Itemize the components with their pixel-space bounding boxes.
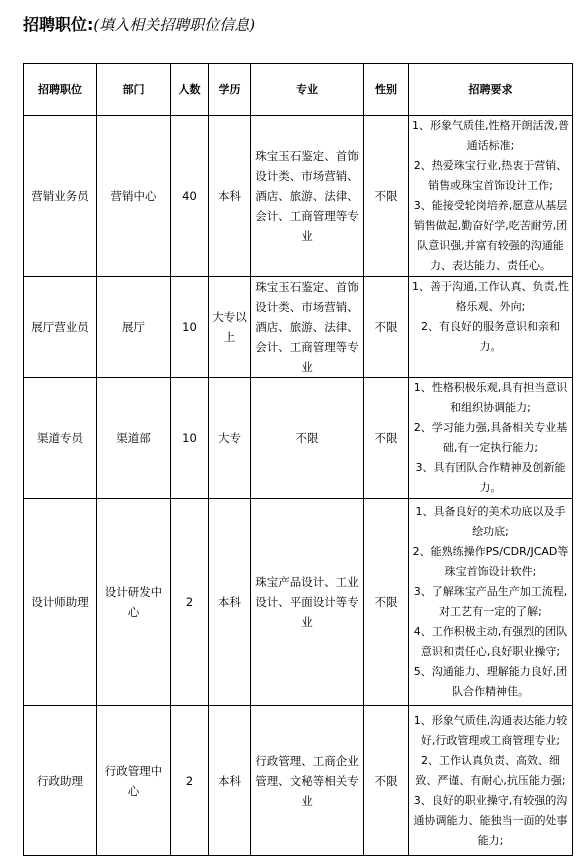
cell-requirements [409, 116, 573, 277]
cell-education: 大专以上 [209, 277, 251, 378]
requirement-line: 1、性格积极乐观,具有担当意识和组织协调能力; [413, 381, 568, 414]
header-department: 部门 [97, 64, 171, 116]
requirement-line: 3、具有团队合作精神及创新能力。 [415, 461, 566, 494]
cell-count: 10 [171, 378, 209, 499]
cell-gender: 不限 [364, 116, 409, 277]
table-row [24, 499, 573, 706]
table-header-row [24, 64, 573, 116]
requirement-line: 2、能熟练操作PS/CDR/JCAD等珠宝首饰设计软件; [412, 545, 569, 578]
cell-position: 营销业务员 [24, 116, 97, 277]
cell-department: 营销中心 [97, 116, 171, 277]
cell-requirements [409, 499, 573, 706]
cell-major: 珠宝产品设计、工业设计、平面设计等专业 [251, 499, 364, 706]
requirement-line: 4、工作积极主动,有强烈的团队意识和责任心,良好职业操守; [413, 625, 568, 658]
requirement-line: 1、形象气质佳,性格开朗活泼,普通话标准; [412, 119, 569, 152]
requirement-line: 3、良好的职业操守,有较强的沟通协调能力、能独当一面的处事能力; [413, 793, 568, 847]
table-row [24, 378, 573, 499]
requirement-line: 2、有良好的服务意识和亲和力。 [421, 320, 560, 353]
cell-count: 2 [171, 706, 209, 856]
cell-department: 渠道部 [97, 378, 171, 499]
cell-count: 2 [171, 499, 209, 706]
cell-count: 10 [171, 277, 209, 378]
cell-education: 本科 [209, 706, 251, 856]
table-row [24, 116, 573, 277]
section-title: 招聘职位: [23, 15, 94, 34]
cell-department: 展厅 [97, 277, 171, 378]
header-position: 招聘职位 [24, 64, 97, 116]
cell-position: 展厅营业员 [24, 277, 97, 378]
cell-requirements [409, 277, 573, 378]
header-education: 学历 [209, 64, 251, 116]
cell-position: 渠道专员 [24, 378, 97, 499]
cell-gender: 不限 [364, 499, 409, 706]
cell-department: 行政管理中心 [97, 706, 171, 856]
header-requirements: 招聘要求 [409, 64, 573, 116]
requirement-line: 1、形象气质佳,沟通表达能力较好,行政管理或工商管理专业; [413, 713, 568, 747]
cell-requirements [409, 706, 573, 856]
cell-major: 珠宝玉石鉴定、首饰设计类、市场营销、酒店、旅游、法律、会计、工商管理等专业 [251, 277, 364, 378]
header-major: 专业 [251, 64, 364, 116]
cell-requirements [409, 378, 573, 499]
recruitment-table [23, 63, 573, 856]
cell-major: 行政管理、工商企业管理、文秘等相关专业 [251, 706, 364, 856]
cell-education: 大专 [209, 378, 251, 499]
cell-education: 本科 [209, 499, 251, 706]
header-gender: 性别 [364, 64, 409, 116]
cell-department: 设计研发中心 [97, 499, 171, 706]
cell-gender: 不限 [364, 277, 409, 378]
cell-education: 本科 [209, 116, 251, 277]
table-row [24, 706, 573, 856]
cell-gender: 不限 [364, 378, 409, 499]
section-note: (填入相关招聘职位信息) [93, 16, 256, 34]
requirement-line: 5、沟通能力、理解能力良好,团队合作精神佳。 [413, 665, 568, 698]
cell-count: 40 [171, 116, 209, 277]
cell-major: 不限 [251, 378, 364, 499]
requirement-line: 1、善于沟通,工作认真、负责,性格乐观、外向; [412, 280, 569, 313]
requirement-line: 2、学习能力强,具备相关专业基础,有一定执行能力; [413, 421, 568, 454]
requirement-line: 2、工作认真负责、高效、细致、严谨、有耐心,抗压能力强; [415, 753, 566, 787]
requirement-line: 3、了解珠宝产品生产加工流程,对工艺有一定的了解; [413, 585, 568, 618]
requirement-line: 1、具备良好的美术功底以及手绘功底; [415, 505, 566, 538]
cell-position: 行政助理 [24, 706, 97, 856]
cell-position: 设计师助理 [24, 499, 97, 706]
header-count: 人数 [171, 64, 209, 116]
requirement-line: 2、热爱珠宝行业,热衷于营销、销售或珠宝首饰设计工作; [413, 159, 568, 192]
cell-gender: 不限 [364, 706, 409, 856]
section-heading [23, 12, 255, 35]
requirement-line: 3、能接受轮岗培养,愿意从基层销售做起,勤奋好学,吃苦耐劳,团队意识强,并富有较强的沟通能力、表达能力、责任心。 [413, 199, 568, 272]
table-row [24, 277, 573, 378]
cell-major: 珠宝玉石鉴定、首饰设计类、市场营销、酒店、旅游、法律、会计、工商管理等专业 [251, 116, 364, 277]
